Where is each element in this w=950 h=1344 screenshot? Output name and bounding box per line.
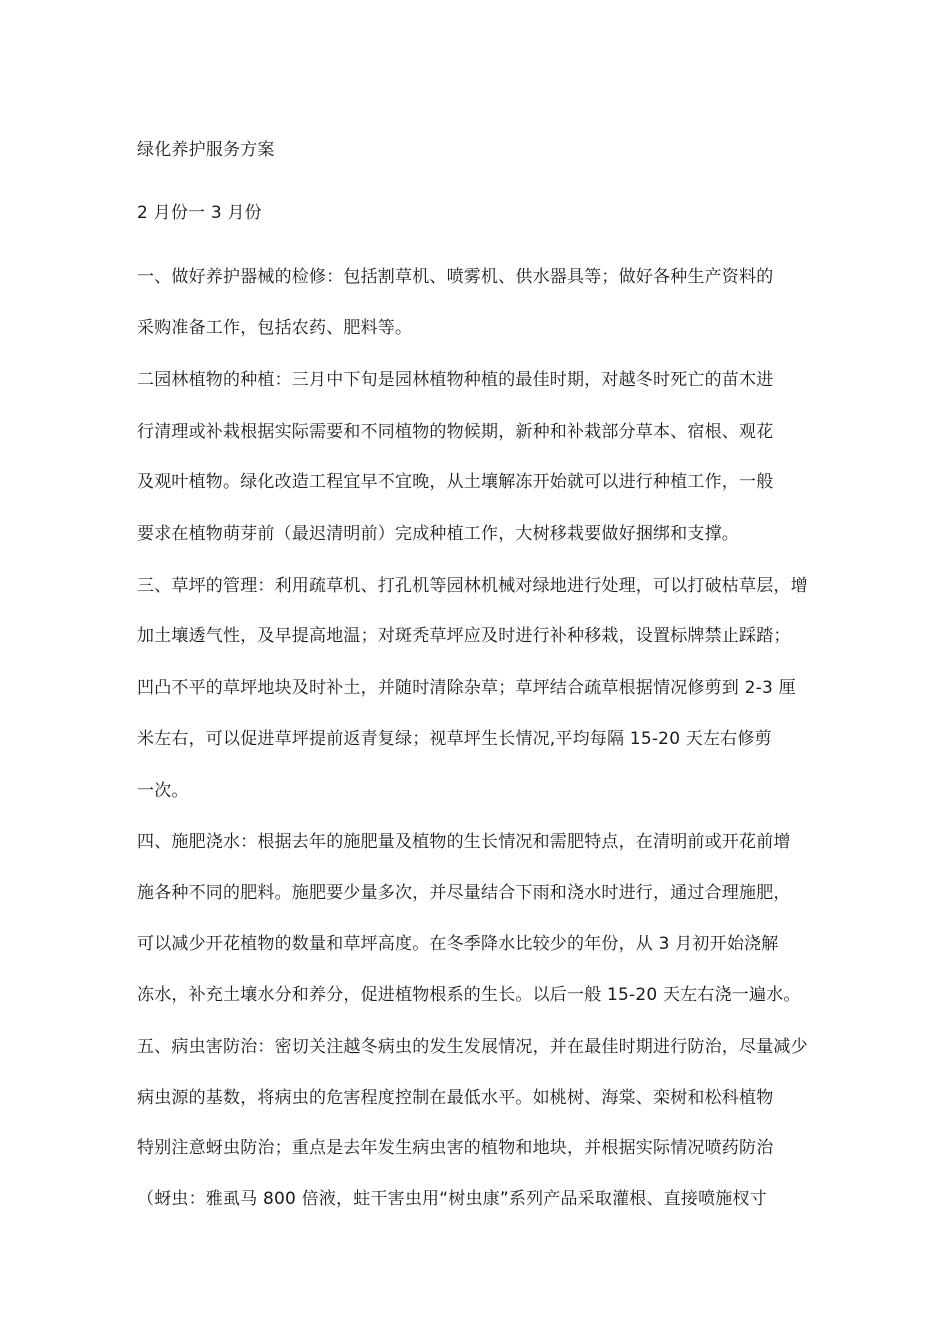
paragraph-5-line-3: 特别注意蚜虫防治；重点是去年发生病虫害的植物和地块，并根据实际情况喷药防治: [137, 1138, 774, 1158]
paragraph-3-line-4: 米左右，可以促进草坪提前返青复绿；视草坪生长情况,平均每隔 15-20 天左右修剪: [137, 729, 772, 749]
paragraph-5-line-2: 病虫源的基数，将病虫的危害程度控制在最低水平。如桃树、海棠、栾树和松科植物: [137, 1088, 774, 1108]
paragraph-2-line-3: 及观叶植物。绿化改造工程宜早不宜晚，从土壤解冻开始就可以进行种植工作，一般: [137, 472, 774, 492]
paragraph-3-line-3: 凹凸不平的草坪地块及时补土，并随时清除杂草；草坪结合疏草根据情况修剪到 2-3 厘: [137, 678, 796, 698]
paragraph-4-line-4: 冻水，补充土壤水分和养分，促进植物根系的生长。以后一般 15-20 天左右浇一遍水。: [137, 985, 801, 1005]
paragraph-5-line-4: （蚜虫：雅虱马 800 倍液，蛀干害虫用“树虫康”系列产品采取灌根、直接喷施杈寸: [137, 1189, 767, 1209]
paragraph-1-line-2: 采购准备工作，包括农药、肥料等。: [137, 318, 413, 338]
paragraph-3-line-5: 一次。: [137, 781, 189, 801]
document-subtitle: 2 月份一 3 月份: [137, 203, 262, 223]
paragraph-4-line-1: 四、施肥浇水：根据去年的施肥量及植物的生长情况和需肥特点，在清明前或开花前增: [137, 832, 791, 852]
paragraph-1-line-1: 一、做好养护器械的检修：包括割草机、喷雾机、供水器具等；做好各种生产资料的: [137, 267, 774, 287]
paragraph-2-line-4: 要求在植物萌芽前（最迟清明前）完成种植工作，大树移栽要做好捆绑和支撑。: [137, 524, 739, 544]
document-title: 绿化养护服务方案: [137, 140, 275, 160]
paragraph-3-line-1: 三、草坪的管理：利用疏草机、打孔机等园林机械对绿地进行处理，可以打破枯草层，增: [137, 576, 808, 596]
paragraph-2-line-1: 二园林植物的种植：三月中下旬是园林植物种植的最佳时期，对越冬时死亡的苗木进: [137, 370, 774, 390]
paragraph-5-line-1: 五、病虫害防治：密切关注越冬病虫的发生发展情况，并在最佳时期进行防治，尽量减少: [137, 1037, 808, 1057]
paragraph-2-line-2: 行清理或补栽根据实际需要和不同植物的物候期，新种和补栽部分草本、宿根、观花: [137, 422, 774, 442]
paragraph-4-line-2: 施各种不同的肥料。施肥要少量多次，并尽量结合下雨和浇水时进行，通过合理施肥，: [137, 883, 791, 903]
paragraph-3-line-2: 加土壤透气性，及早提高地温；对斑秃草坪应及时进行补种移栽，设置标牌禁止踩踏；: [137, 626, 791, 646]
paragraph-4-line-3: 可以减少开花植物的数量和草坪高度。在冬季降水比较少的年份，从 3 月初开始浇解: [137, 934, 779, 954]
